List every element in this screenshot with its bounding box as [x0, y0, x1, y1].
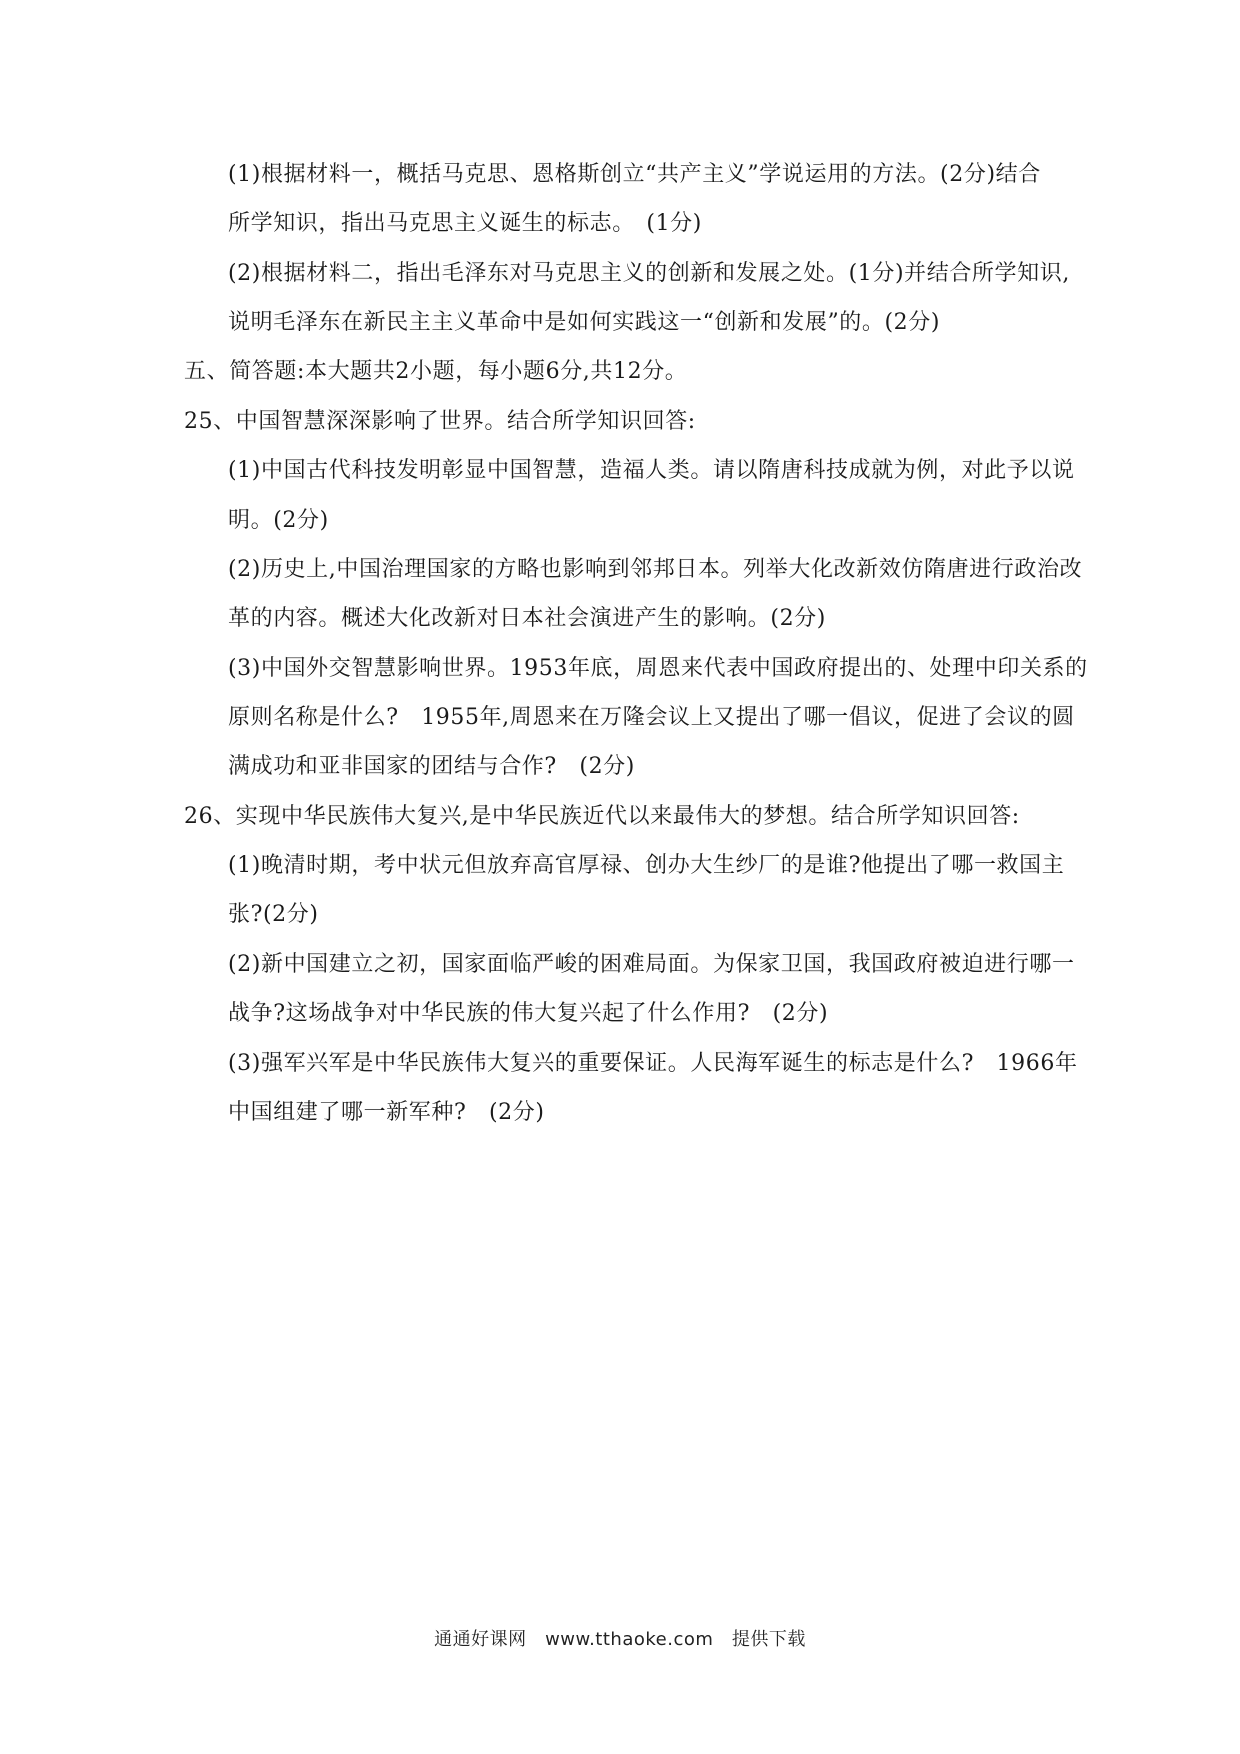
q25-stem: 25、中国智慧深深影响了世界。结合所学知识回答:: [184, 409, 696, 434]
q25-part3-line1: (3)中国外交智慧影响世界。1953年底，周恩来代表中国政府提出的、处理中印关系的: [228, 656, 1088, 681]
q24-part2-line1: (2)根据材料二，指出毛泽东对马克思主义的创新和发展之处。(1分)并结合所学知识,: [228, 261, 1070, 286]
section-five-heading: 五、简答题:本大题共2小题，每小题6分,共12分。: [184, 359, 688, 384]
q26-part1-line1: (1)晚清时期，考中状元但放弃高官厚禄、创办大生纱厂的是谁?他提出了哪一救国主: [228, 853, 1065, 878]
q24-part1-line1: (1)根据材料一，概括马克思、恩格斯创立“共产主义”学说运用的方法。(2分)结合: [228, 162, 1041, 187]
q25-part2-line2: 革的内容。概述大化改新对日本社会演进产生的影响。(2分): [228, 606, 826, 631]
q25-part3-line3: 满成功和亚非国家的团结与合作? (2分): [228, 754, 635, 779]
q24-part1-line2: 所学知识，指出马克思主义诞生的标志。 (1分): [228, 211, 702, 236]
q25-part2-line1: (2)历史上,中国治理国家的方略也影响到邻邦日本。列举大化改新效仿隋唐进行政治改: [228, 557, 1083, 582]
q26-part2-line2: 战争?这场战争对中华民族的伟大复兴起了什么作用? (2分): [228, 1001, 829, 1026]
q26-part2-line1: (2)新中国建立之初，国家面临严峻的困难局面。为保家卫国，我国政府被迫进行哪一: [228, 952, 1075, 977]
q25-part3-line2: 原则名称是什么? 1955年,周恩来在万隆会议上又提出了哪一倡议，促进了会议的圆: [228, 705, 1075, 730]
q25-part1-line1: (1)中国古代科技发明彰显中国智慧，造福人类。请以隋唐科技成就为例，对此予以说: [228, 458, 1075, 483]
q26-stem: 26、实现中华民族伟大复兴,是中华民族近代以来最伟大的梦想。结合所学知识回答:: [184, 804, 1020, 829]
q26-part3-line2: 中国组建了哪一新军种? (2分): [228, 1100, 545, 1125]
q24-part2-line2: 说明毛泽东在新民主主义革命中是如何实践这一“创新和发展”的。(2分): [228, 310, 941, 335]
q26-part3-line1: (3)强军兴军是中华民族伟大复兴的重要保证。人民海军诞生的标志是什么? 1966年: [228, 1051, 1078, 1076]
page-footer: 通通好课网 www.tthaoke.com 提供下载: [434, 1629, 806, 1650]
q26-part1-line2: 张?(2分): [228, 902, 319, 927]
q25-part1-line2: 明。(2分): [228, 508, 329, 533]
